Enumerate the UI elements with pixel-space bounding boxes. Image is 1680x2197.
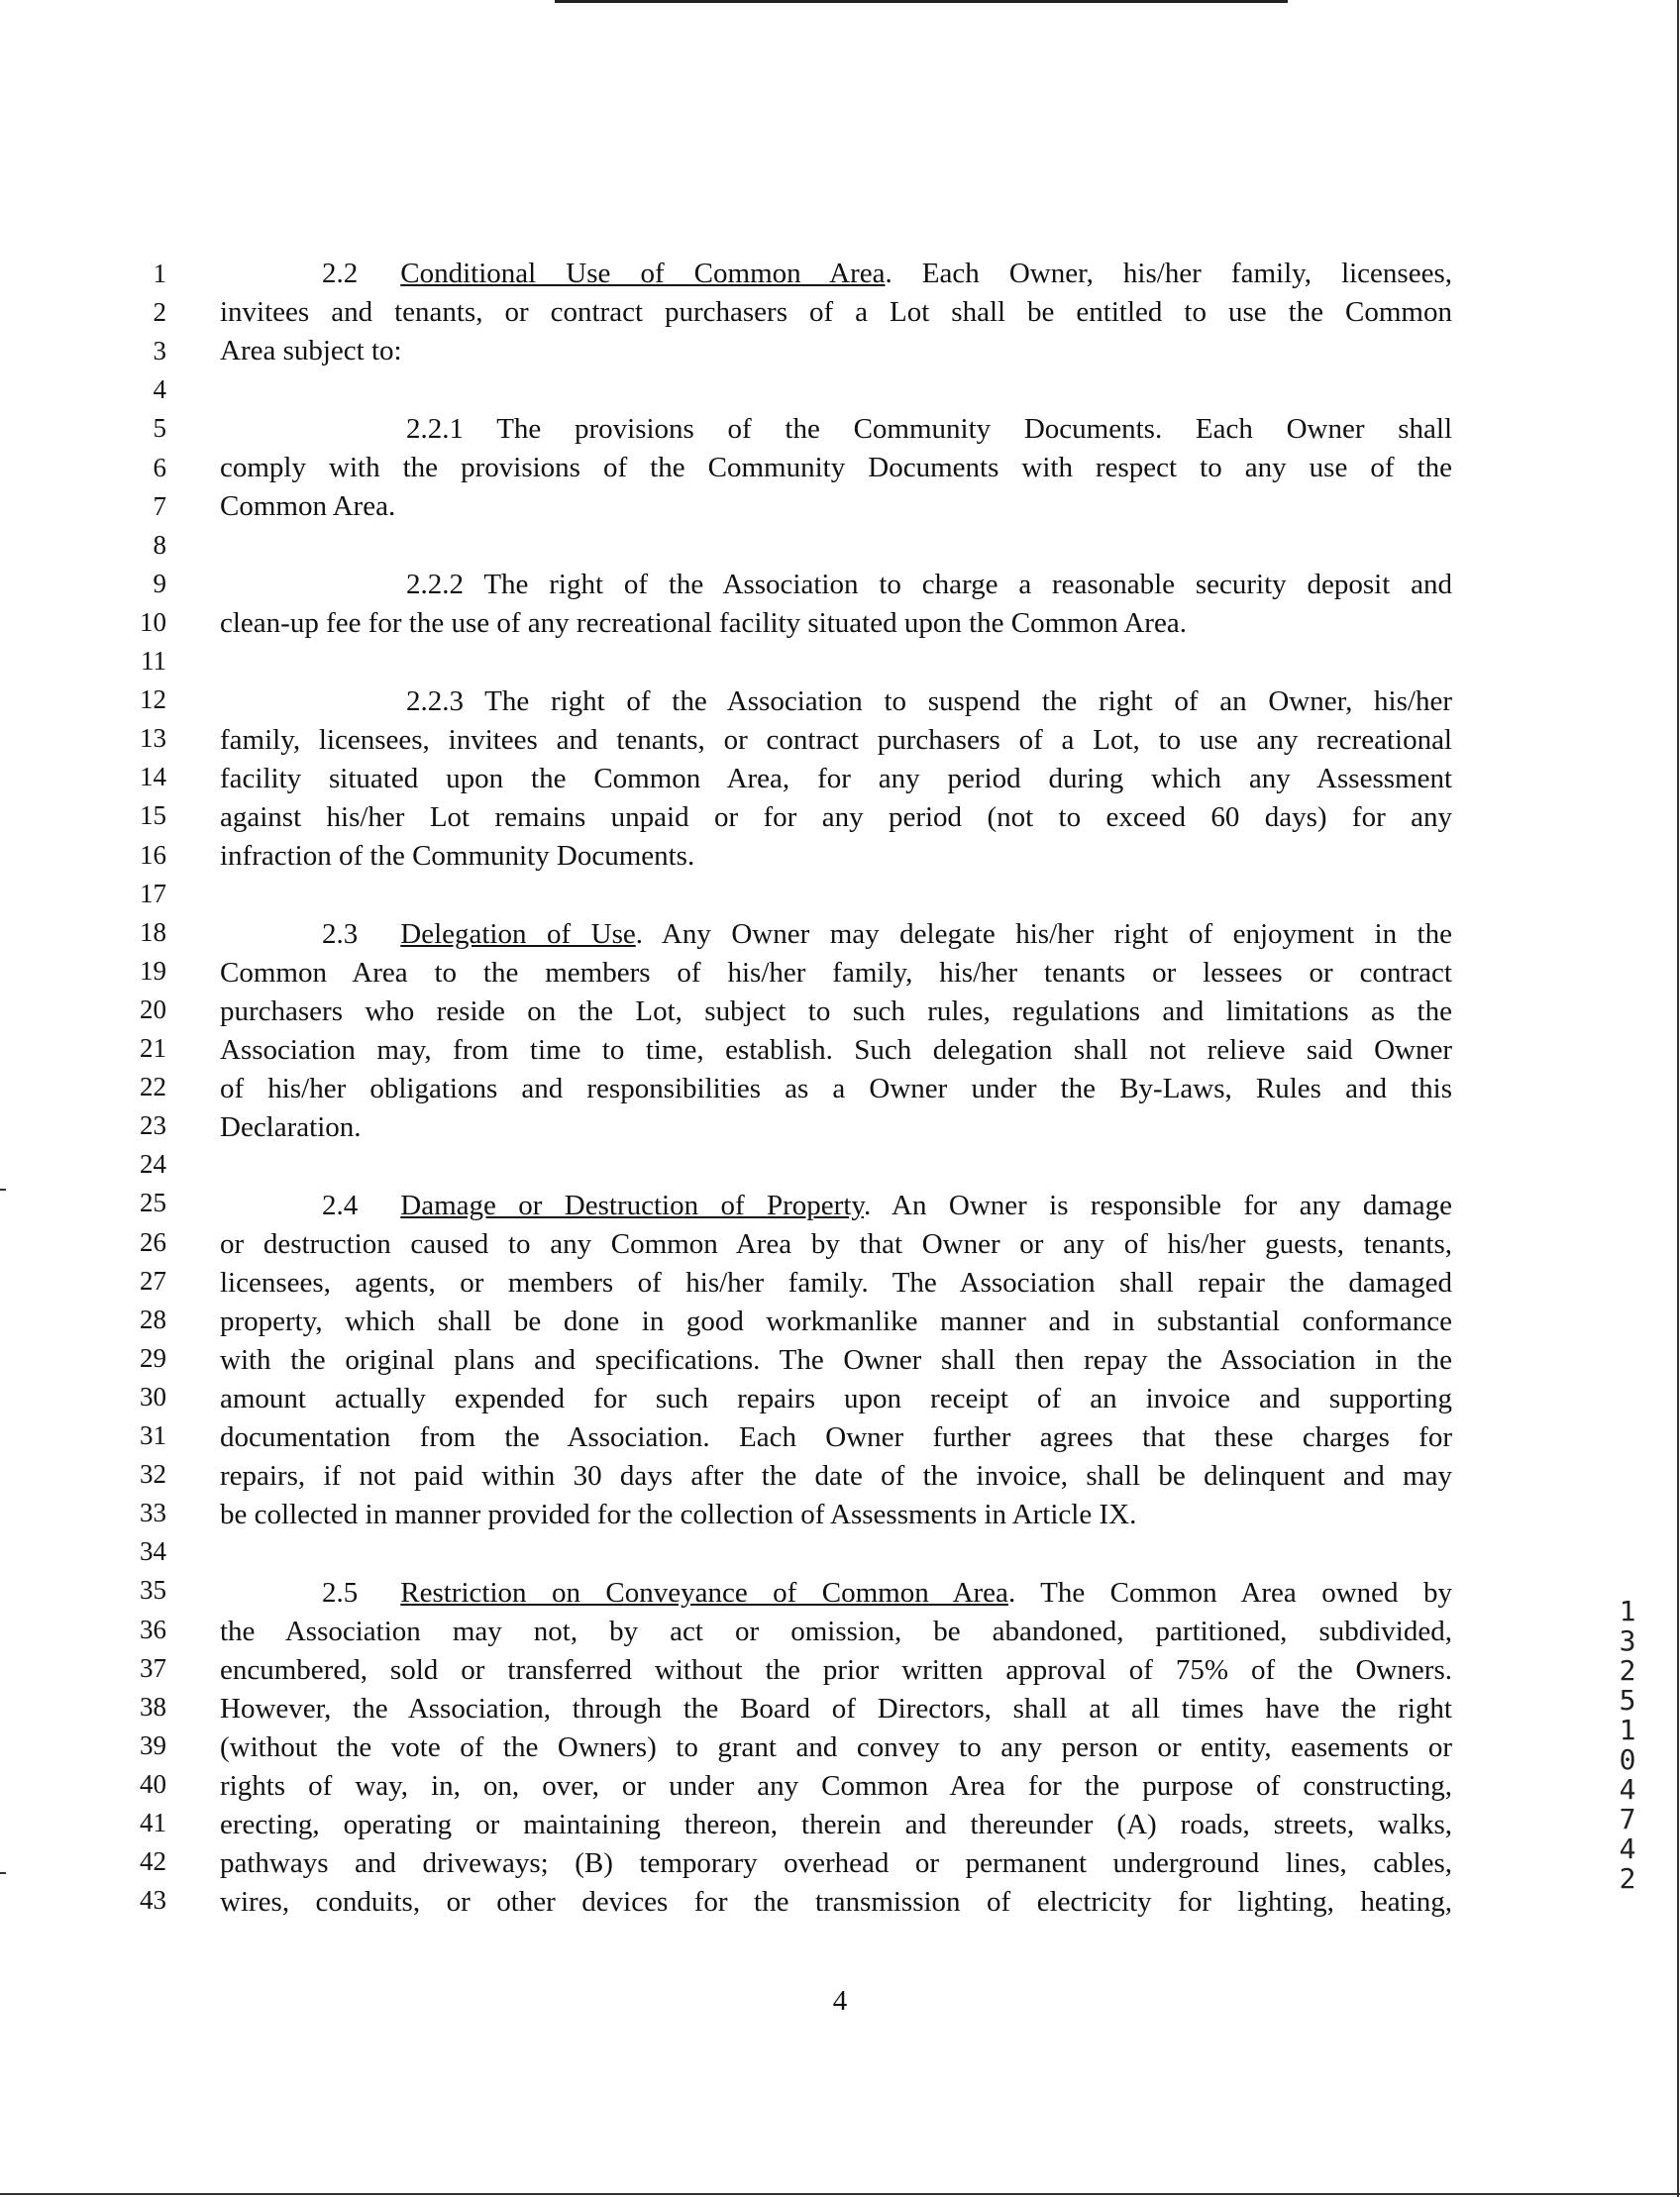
section-2-2-line-2: invitees and tenants, or contract purchasers of a Lot shall be entitled to use the Common — [220, 296, 1452, 328]
line-number: 32 — [140, 1459, 166, 1489]
section-2-2-3-line-2: family, licensees, invitees and tenants, or contract purchasers of a Lot, to use any recreational — [220, 724, 1452, 756]
line-number: 37 — [140, 1653, 166, 1683]
line-number: 24 — [140, 1149, 166, 1179]
section-2-2-2-line-2: clean-up fee for the use of any recreational facility situated upon the Common Area. — [220, 607, 1187, 639]
section-2-5-line-1 — [322, 1577, 1452, 1609]
line-number: 16 — [140, 840, 166, 870]
section-heading: Restriction on Conveyance of Common Area — [400, 1577, 1008, 1609]
line-number: 3 — [153, 336, 166, 366]
section-2-3-line-5: of his/her obligations and responsibilities as a Owner under the By-Laws, Rules and this — [220, 1073, 1452, 1104]
line-number: 7 — [153, 491, 166, 521]
side-stamp-bottom: 0 4 7 4 2 — [1619, 1743, 1636, 1895]
line-number: 4 — [153, 374, 166, 404]
section-2-4-line-3: licensees, agents, or members of his/her family. The Association shall repair the damaged — [220, 1267, 1452, 1299]
line-number: 9 — [153, 569, 166, 598]
section-2-5-line-6: rights of way, in, on, over, or under any Common Area for the purpose of constructing, — [220, 1770, 1452, 1802]
line-number: 41 — [140, 1808, 166, 1837]
line-number: 15 — [140, 800, 166, 830]
section-text: . An Owner is responsible for any damage — [864, 1190, 1453, 1221]
section-2-3-line-6: Declaration. — [220, 1111, 362, 1143]
section-2-3-line-2: Common Area to the members of his/her family, his/her tenants or lessees or contract — [220, 957, 1452, 989]
line-number: 26 — [140, 1227, 166, 1257]
section-2-4-line-1 — [322, 1190, 1452, 1221]
section-2-2-line-3: Area subject to: — [220, 335, 402, 366]
section-2-2-3-line-3: facility situated upon the Common Area, for any period during which any Assessment — [220, 763, 1452, 794]
section-2-4-line-6: amount actually expended for such repairs upon receipt of an invoice and supporting — [220, 1383, 1452, 1414]
line-number: 27 — [140, 1266, 166, 1296]
line-number: 13 — [140, 723, 166, 753]
section-2-2-2-line-1: 2.2.2 The right of the Association to charge a reasonable security deposit and — [406, 569, 1452, 600]
line-number: 21 — [140, 1033, 166, 1063]
line-number: 30 — [140, 1382, 166, 1412]
line-number: 34 — [140, 1536, 166, 1566]
line-number: 14 — [140, 762, 166, 791]
line-number: 36 — [140, 1615, 166, 1644]
section-text: . The Common Area owned by — [1007, 1577, 1452, 1609]
section-2-5-line-4: However, the Association, through the Board of Directors, shall at all times have the right — [220, 1693, 1452, 1725]
line-number: 5 — [153, 413, 166, 443]
section-heading: Delegation of Use — [400, 918, 636, 950]
line-number: 28 — [140, 1305, 166, 1334]
section-text: . Any Owner may delegate his/her right of enjoyment in the — [635, 918, 1452, 950]
section-2-3-line-1 — [322, 918, 1452, 950]
section-heading: Damage or Destruction of Property — [400, 1190, 865, 1221]
line-number: 1 — [153, 259, 166, 288]
left-scan-mark — [0, 1189, 6, 1191]
section-2-4-line-2: or destruction caused to any Common Area by that Owner or any of his/her guests, tenants, — [220, 1228, 1452, 1260]
section-2-4-line-5: with the original plans and specifications. The Owner shall then repay the Association in the — [220, 1344, 1452, 1376]
line-number: 10 — [140, 607, 166, 637]
right-scan-border — [1677, 0, 1679, 2197]
line-number: 8 — [153, 530, 166, 560]
side-stamp-top: 1 3 2 5 1 — [1619, 1595, 1636, 1746]
line-number: 25 — [140, 1188, 166, 1217]
section-2-5-line-9: wires, conduits, or other devices for the transmission of electricity for lighting, heating, — [220, 1886, 1452, 1918]
line-number: 17 — [140, 879, 166, 908]
section-text: . Each Owner, his/her family, licensees, — [885, 258, 1452, 289]
line-number: 42 — [140, 1846, 166, 1876]
line-number: 6 — [153, 453, 166, 482]
line-number: 35 — [140, 1575, 166, 1605]
line-number: 31 — [140, 1420, 166, 1450]
line-number: 40 — [140, 1769, 166, 1799]
section-2-4-line-4: property, which shall be done in good workmanlike manner and in substantial conformance — [220, 1306, 1452, 1337]
section-2-3-line-3: purchasers who reside on the Lot, subject to such rules, regulations and limitations as the — [220, 995, 1452, 1027]
section-number: 2.5 — [322, 1577, 359, 1609]
line-number: 39 — [140, 1730, 166, 1760]
section-2-2-3-line-5: infraction of the Community Documents. — [220, 840, 695, 872]
section-2-5-line-2: the Association may not, by act or omission, be abandoned, partitioned, subdivided, — [220, 1616, 1452, 1647]
section-2-2-line-1 — [322, 258, 1452, 289]
section-2-4-line-9: be collected in manner provided for the collection of Assessments in Article IX. — [220, 1499, 1137, 1530]
line-number: 33 — [140, 1498, 166, 1527]
line-number: 18 — [140, 917, 166, 947]
section-2-2-1-line-2: comply with the provisions of the Community Documents with respect to any use of the — [220, 452, 1452, 483]
line-number: 11 — [141, 646, 166, 676]
section-2-2-3-line-4: against his/her Lot remains unpaid or for any period (not to exceed 60 days) for any — [220, 801, 1452, 833]
section-2-5-line-5: (without the vote of the Owners) to grant and convey to any person or entity, easements or — [220, 1731, 1452, 1763]
section-2-5-line-3: encumbered, sold or transferred without the prior written approval of 75% of the Owners. — [220, 1654, 1452, 1686]
section-number: 2.2 — [322, 258, 359, 289]
line-number: 2 — [153, 297, 166, 327]
line-number: 29 — [140, 1343, 166, 1373]
line-number: 19 — [140, 956, 166, 986]
line-number: 38 — [140, 1692, 166, 1722]
section-2-2-1-line-3: Common Area. — [220, 490, 396, 522]
line-number: 23 — [140, 1110, 166, 1140]
section-2-2-3-line-1: 2.2.3 The right of the Association to suspend the right of an Owner, his/her — [406, 685, 1452, 717]
section-2-2-1-line-1: 2.2.1 The provisions of the Community Documents. Each Owner shall — [406, 413, 1452, 445]
section-2-4-line-8: repairs, if not paid within 30 days after the date of the invoice, shall be delinquent and may — [220, 1460, 1452, 1492]
bottom-scan-border — [0, 2193, 1680, 2195]
section-2-3-line-4: Association may, from time to time, establish. Such delegation shall not relieve said Owner — [220, 1034, 1452, 1066]
section-2-4-line-7: documentation from the Association. Each Owner further agrees that these charges for — [220, 1421, 1452, 1453]
line-number: 22 — [140, 1072, 166, 1101]
section-2-5-line-8: pathways and driveways; (B) temporary overhead or permanent underground lines, cables, — [220, 1847, 1452, 1879]
section-number: 2.3 — [322, 918, 359, 950]
line-number: 12 — [140, 684, 166, 714]
line-number: 43 — [140, 1885, 166, 1915]
line-number: 20 — [140, 994, 166, 1024]
section-heading: Conditional Use of Common Area — [400, 258, 886, 289]
page-number: 4 — [832, 1985, 848, 2017]
section-2-5-line-7: erecting, operating or maintaining thereon, therein and thereunder (A) roads, streets, walks, — [220, 1809, 1452, 1840]
section-number: 2.4 — [322, 1190, 359, 1221]
top-scan-border — [555, 0, 1288, 3]
left-scan-mark — [0, 1872, 6, 1874]
